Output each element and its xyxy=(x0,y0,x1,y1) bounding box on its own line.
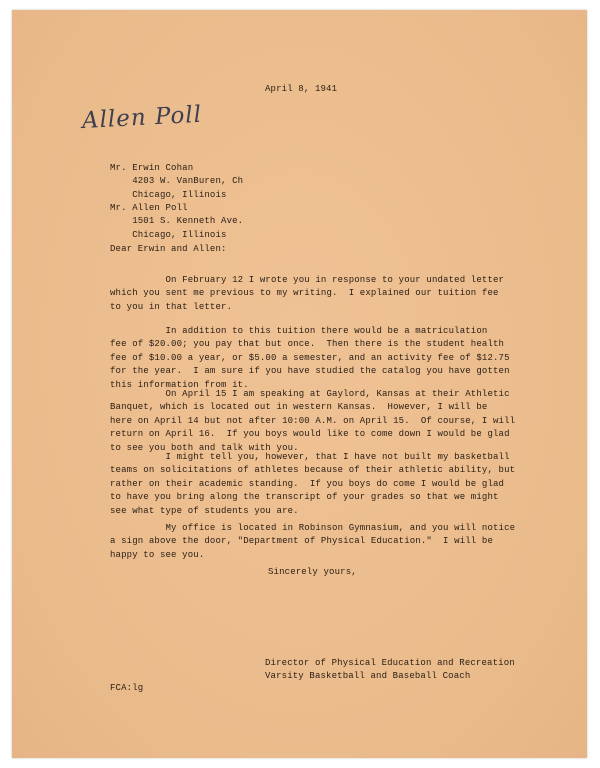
signature-line-1: Director of Physical Education and Recreation xyxy=(265,658,515,668)
closing: Sincerely yours, xyxy=(268,567,357,577)
paragraph-line: rather on their academic standing. If you boys do come I would be glad xyxy=(110,478,505,489)
handwritten-annotation: Allen Poll xyxy=(81,101,203,134)
paragraph-line: see what type of students you are. xyxy=(110,505,299,516)
paragraph-line: On February 12 I wrote you in response to your undated letter xyxy=(110,275,505,285)
signature-title-block xyxy=(265,657,515,684)
paragraph-line: fee of $10.00 a year, or $5.00 a semester, and an activity fee of $12.75 xyxy=(110,352,510,363)
recipient-2-name: Mr. Allen Poll xyxy=(110,203,188,213)
body-paragraph-4 xyxy=(110,451,515,518)
letter-page xyxy=(12,10,587,758)
paragraph-line: happy to see you. xyxy=(110,549,205,560)
recipient-1-street: 4203 W. VanBuren, Ch xyxy=(110,176,244,187)
recipient-address-2 xyxy=(110,202,243,242)
paragraph-line: for the year. I am sure if you have studied the catalog you have gotten xyxy=(110,366,510,377)
paragraph-line: I might tell you, however, that I have not built my basketball xyxy=(110,452,510,462)
body-paragraph-5 xyxy=(110,522,515,562)
paragraph-line: which you sent me previous to my writing. I explained our tuition fee xyxy=(110,288,499,299)
paragraph-line: return on April 16. If you boys would like to come down I would be glad xyxy=(110,429,510,440)
recipient-address-1 xyxy=(110,162,243,202)
paragraph-line: to have you bring along the transcript of your grades so that we might xyxy=(110,492,499,503)
signature-line-2: Varsity Basketball and Baseball Coach xyxy=(265,671,471,682)
recipient-1-city: Chicago, Illinois xyxy=(110,189,227,200)
reference-initials: FCA:lg xyxy=(110,683,144,693)
body-paragraph-3 xyxy=(110,388,515,455)
body-paragraph-2 xyxy=(110,325,510,392)
paragraph-line: to see you both and talk with you. xyxy=(110,442,299,453)
paragraph-line: a sign above the door, "Department of Physical Education." I will be xyxy=(110,536,494,547)
paragraph-line: Banquet, which is located out in western Kansas. However, I will be xyxy=(110,402,488,413)
paragraph-line: My office is located in Robinson Gymnasium, and you will notice xyxy=(110,523,516,533)
salutation: Dear Erwin and Allen: xyxy=(110,244,227,254)
letter-date: April 8, 1941 xyxy=(265,84,338,94)
paragraph-line: fee of $20.00; you pay that but once. Then there is the student health xyxy=(110,339,505,350)
paragraph-line: this information from it. xyxy=(110,379,249,390)
recipient-2-city: Chicago, Illinois xyxy=(110,229,227,240)
paragraph-line: to you in that letter. xyxy=(110,301,233,312)
paragraph-line: In addition to this tuition there would be a matriculation xyxy=(110,326,488,336)
body-paragraph-1 xyxy=(110,274,504,314)
paragraph-line: here on April 14 but not after 10:00 A.M. on April 15. Of course, I will xyxy=(110,415,516,426)
recipient-2-street: 1501 S. Kenneth Ave. xyxy=(110,216,244,227)
paragraph-line: teams on solicitations of athletes because of their athletic ability, but xyxy=(110,465,516,476)
paragraph-line: On April 15 I am speaking at Gaylord, Kansas at their Athletic xyxy=(110,389,510,399)
recipient-1-name: Mr. Erwin Cohan xyxy=(110,163,194,173)
